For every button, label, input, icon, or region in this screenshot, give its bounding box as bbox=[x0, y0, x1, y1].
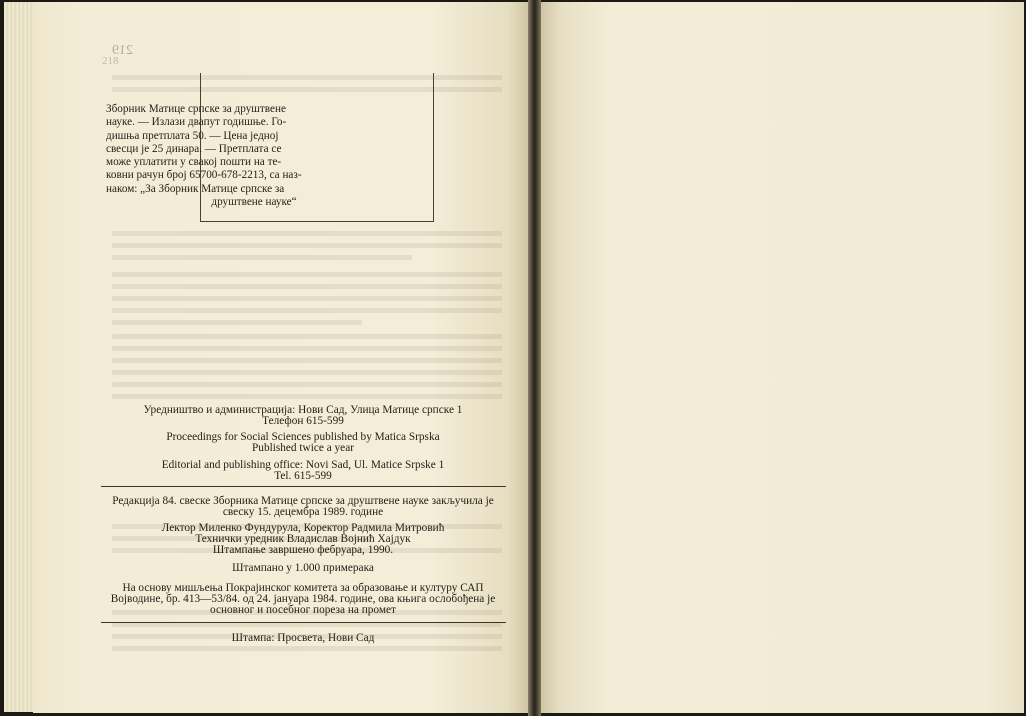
right-page-blank bbox=[541, 2, 1024, 713]
subscription-line: друштвене науке“ bbox=[211, 196, 297, 209]
tax-exemption-note bbox=[100, 583, 506, 616]
editorial-office-en bbox=[100, 460, 506, 482]
bleed-through-page-number: 219 bbox=[112, 43, 133, 58]
closing-line: Редакција 84. свеске Зборника Матице српске за друштвене науке закључила је bbox=[112, 495, 494, 507]
divider-rule bbox=[101, 622, 506, 623]
office-address-sr: Уредништво и администрација: Нови Сад, Улица Матице српске 1 bbox=[143, 404, 463, 416]
subscription-info bbox=[106, 103, 402, 209]
bleed-through-page-number-small: 218 bbox=[102, 55, 119, 67]
print-run bbox=[100, 563, 506, 574]
subscription-line: дишња претплата 50. — Цена једној bbox=[106, 129, 279, 142]
subscription-line: наком: „За Зборник Матице српске за bbox=[106, 182, 285, 195]
subscription-line: свесци је 25 динара. — Претплата се bbox=[106, 142, 282, 155]
subscription-line: ковни рачун број 65700-678-2213, са наз- bbox=[106, 169, 302, 182]
staff-credits bbox=[100, 523, 506, 556]
subscription-line: може уплатити у свакој пошти на те- bbox=[106, 156, 282, 169]
book-gutter bbox=[528, 0, 541, 716]
printing-completed: Штампање завршено фебруара, 1990. bbox=[212, 544, 394, 556]
journal-title-en bbox=[100, 432, 506, 454]
printer-credit bbox=[100, 633, 506, 644]
tax-note-line: Војводине, бр. 413—53/84. од 24. јануара 1984. године, ова књига ослобођена је bbox=[110, 593, 496, 605]
tax-note-line: основног и посебног пореза на промет bbox=[210, 604, 396, 616]
title-en-line: Proceedings for Social Sciences published by Matica Srpska bbox=[166, 431, 440, 443]
office-address-en: Editorial and publishing office: Novi Sad, Ul. Matice Srpske 1 bbox=[161, 459, 445, 471]
print-run-text: Штампано у 1.000 примерака bbox=[232, 562, 374, 574]
proofreaders: Лектор Миленко Фундурула, Коректор Радмила Митровић bbox=[161, 522, 445, 534]
subscription-line: науке. — Излази двапут годишње. Го- bbox=[106, 116, 287, 129]
subscription-line: Зборник Матице српске за друштвене bbox=[106, 103, 286, 115]
editorial-office-sr bbox=[100, 405, 506, 427]
technical-editor: Технички уредник Владислав Војнић Хајдук bbox=[195, 533, 411, 545]
divider-rule bbox=[101, 486, 506, 487]
frequency-en: Published twice a year bbox=[252, 442, 354, 454]
tax-note-line: На основу мишљења Покрајинског комитета за образовање и културу САП bbox=[122, 582, 484, 594]
printer-text: Штампа: Просвета, Нови Сад bbox=[231, 632, 375, 644]
page-stack-edges bbox=[4, 2, 35, 712]
closing-date: свеску 15. децембра 1989. године bbox=[222, 506, 384, 518]
editorial-closing bbox=[100, 496, 506, 518]
office-phone-sr: Телефон 615-599 bbox=[262, 415, 344, 427]
office-phone-en: Tel. 615-599 bbox=[274, 470, 332, 482]
